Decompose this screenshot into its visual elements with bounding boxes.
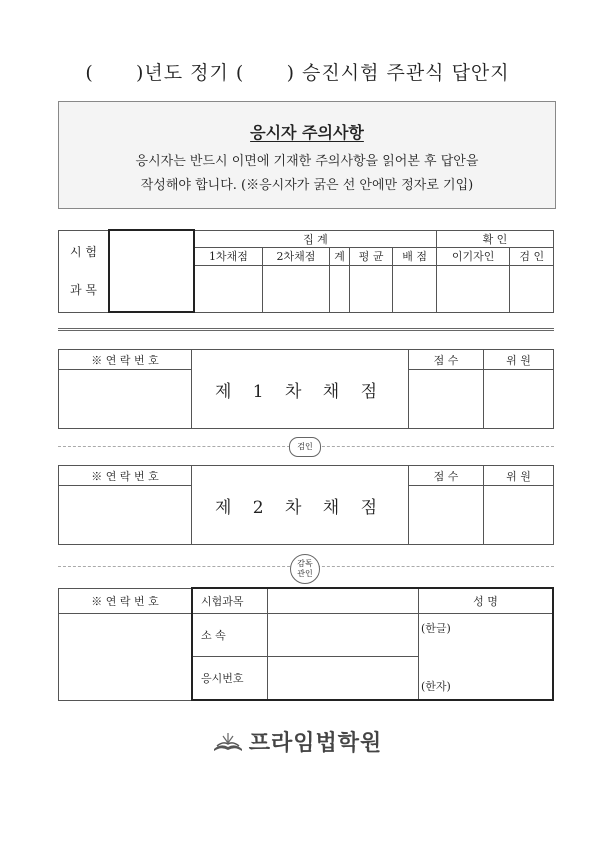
affiliation-label: 소 속 — [192, 613, 268, 656]
average-cell[interactable] — [349, 265, 393, 312]
exam-number-input[interactable] — [268, 656, 419, 700]
col-first-grading: 1차채점 — [194, 247, 262, 265]
second-grading-cell[interactable] — [262, 265, 329, 312]
supervisor-seal — [290, 554, 320, 584]
subject-label-cell — [59, 230, 110, 312]
member-label: 위 원 — [484, 350, 554, 370]
contact-label: ※ 연 락 번 호 — [59, 350, 192, 370]
applicant-info-table — [58, 587, 554, 701]
seal-line2: 관인 — [297, 569, 313, 578]
hanja-name-label: (한자) — [421, 679, 451, 693]
transcriber-sign-cell[interactable] — [436, 265, 510, 312]
score-summary-table — [58, 229, 554, 313]
col-second-grading: 2차채점 — [262, 247, 329, 265]
contact-label: ※ 연 락 번 호 — [59, 588, 193, 613]
second-grading-title: 제 2 차 채 점 — [192, 466, 409, 545]
korean-name-label: (한글) — [421, 621, 451, 635]
double-divider — [58, 328, 554, 331]
col-transcriber-sign: 이기자인 — [436, 247, 510, 265]
first-grading-title: 제 1 차 채 점 — [192, 350, 409, 429]
contact-number-cell[interactable] — [59, 486, 192, 545]
exam-subject-label: 시험과목 — [192, 588, 268, 613]
contact-number-input[interactable] — [59, 613, 193, 700]
col-average: 평 균 — [349, 247, 393, 265]
total-cell[interactable] — [330, 265, 350, 312]
exam-subject-input[interactable] — [268, 588, 419, 613]
inspection-stamp: 검인 — [289, 437, 321, 457]
score-label: 점 수 — [409, 466, 484, 486]
subject-input[interactable] — [109, 230, 194, 312]
academy-logo — [0, 726, 595, 757]
contact-label: ※ 연 락 번 호 — [59, 466, 192, 486]
member-cell[interactable] — [484, 486, 554, 545]
notice-text-line2: 작성해야 합니다. (※응시자가 굵은 선 안에만 정자로 기입) — [140, 178, 474, 193]
score-label: 점 수 — [409, 350, 484, 370]
subject-label-bottom: 과 목 — [70, 283, 97, 297]
name-label: 성 명 — [419, 588, 554, 613]
col-points: 배 점 — [393, 247, 437, 265]
exam-number-label: 응시번호 — [192, 656, 268, 700]
tally-group-header: 집 계 — [194, 230, 436, 247]
confirm-group-header: 확 인 — [436, 230, 553, 247]
score-cell[interactable] — [409, 486, 484, 545]
book-icon — [213, 731, 243, 753]
notice-box — [58, 101, 556, 209]
name-input[interactable] — [419, 613, 554, 700]
member-label: 위 원 — [484, 466, 554, 486]
first-grading-sheet — [58, 349, 554, 429]
inspection-cell[interactable] — [510, 265, 554, 312]
seal-line1: 감독 — [297, 559, 313, 568]
first-grading-cell[interactable] — [194, 265, 262, 312]
notice-title: 응시자 주의사항 — [250, 123, 364, 142]
member-cell[interactable] — [484, 370, 554, 429]
score-cell[interactable] — [409, 370, 484, 429]
contact-number-cell[interactable] — [59, 370, 192, 429]
page-title: ( )년도 정기 ( ) 승진시험 주관식 답안지 — [85, 62, 510, 84]
points-cell[interactable] — [393, 265, 437, 312]
notice-text-line1: 응시자는 반드시 이면에 기재한 주의사항을 읽어본 후 답안을 — [135, 154, 479, 169]
affiliation-input[interactable] — [268, 613, 419, 656]
col-total: 계 — [330, 247, 350, 265]
subject-label-top: 시 험 — [70, 245, 97, 259]
second-grading-sheet — [58, 465, 554, 545]
col-inspection: 검 인 — [510, 247, 554, 265]
logo-text: 프라임법학원 — [248, 731, 383, 756]
